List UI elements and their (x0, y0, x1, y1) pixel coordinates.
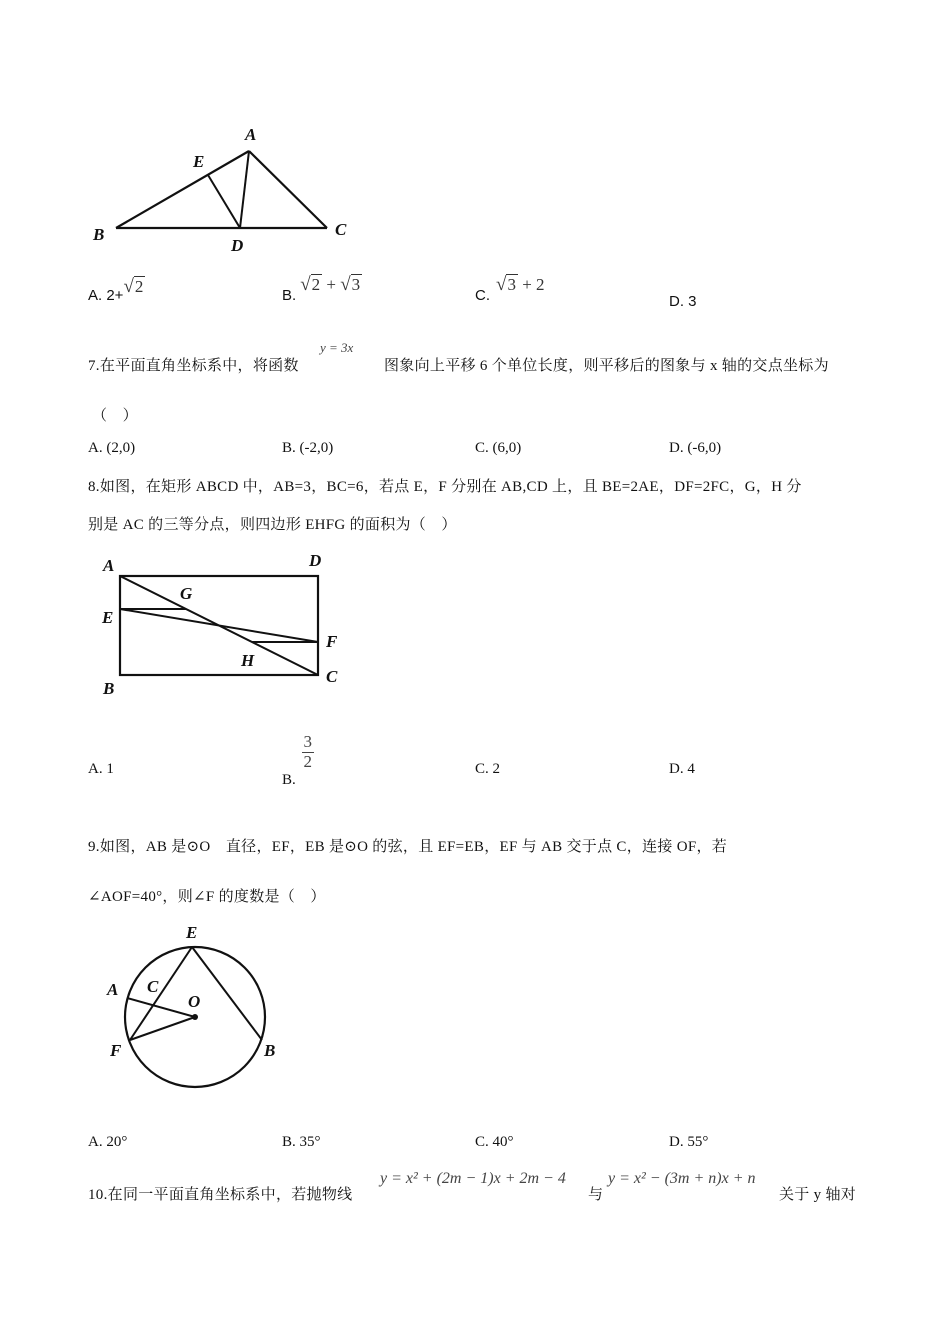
q6-option-b[interactable] (282, 274, 362, 306)
circle-label-O: O (188, 992, 201, 1011)
rect-label-B: B (103, 679, 115, 698)
triangle-figure (85, 118, 365, 258)
q9-line2: ∠AOF=40°，则∠F 的度数是（ ） (88, 889, 326, 905)
q6-option-b-label: B. (282, 287, 297, 304)
rect-label-G: G (180, 584, 193, 603)
q8-option-d[interactable]: D. 4 (669, 761, 695, 777)
q7-prefix: 7.在平面直角坐标系中，将函数 (88, 358, 299, 374)
q9-option-c[interactable]: C. 40° (475, 1134, 514, 1150)
rect-label-H: H (241, 651, 255, 670)
q8-line2: 别是 AC 的三等分点，则四边形 EHFG 的面积为（ ） (88, 517, 457, 533)
q9-option-a[interactable]: A. 20° (88, 1134, 128, 1150)
label-E: E (193, 152, 205, 171)
q7-suffix: 图象向上平移 6 个单位长度，则平移后的图象与 x 轴的交点坐标为 (384, 358, 829, 374)
q7-option-b[interactable]: B. (-2,0) (282, 440, 334, 456)
sqrt-sum: √2 + √3 (300, 274, 361, 295)
sqrt-2: √2 (123, 276, 144, 297)
q10-mid: 与 (588, 1187, 604, 1203)
q7-option-d[interactable]: D. (-6,0) (669, 440, 722, 456)
label-A: A (245, 125, 257, 144)
q6-option-a[interactable] (88, 276, 145, 306)
q6-option-a-label: A. 2+ (88, 287, 124, 304)
circle-label-B: B (264, 1041, 276, 1060)
label-B: B (93, 225, 105, 244)
q10-formula2: y = x² − (3m + n)x + n (608, 1170, 756, 1187)
q9-option-b[interactable]: B. 35° (282, 1134, 321, 1150)
q9-option-d[interactable]: D. 55° (669, 1134, 709, 1150)
q9-line1: 9.如图，AB 是⊙O 直径，EF，EB 是⊙O 的弦，且 EF=EB，EF 与 AB 交于点 C，连接 OF，若 (88, 839, 728, 855)
rect-label-C: C (326, 667, 338, 686)
q10-suffix: 关于 y 轴对 (779, 1187, 857, 1203)
q8-option-a[interactable]: A. 1 (88, 761, 114, 777)
q8-option-c[interactable]: C. 2 (475, 761, 501, 777)
circle-label-A: A (107, 980, 119, 999)
q10-formula1: y = x² + (2m − 1)x + 2m − 4 (380, 1170, 566, 1187)
q8-line1: 8.如图，在矩形 ABCD 中，AB=3，BC=6，若点 E，F 分别在 AB,CD 上，且 BE=2AE，DF=2FC，G，H 分 (88, 479, 802, 495)
rect-label-E: E (102, 608, 114, 627)
q8-option-b-label: B. (282, 771, 296, 788)
label-C: C (335, 220, 347, 239)
circle-label-E: E (186, 923, 198, 942)
q6-option-c[interactable] (475, 274, 545, 306)
circle-label-F: F (110, 1041, 122, 1060)
fraction-3-2: $\frac{3}{2}$ (303, 732, 313, 771)
rect-label-F: F (326, 632, 338, 651)
sqrt-3-plus-2: √3 + 2 (496, 274, 545, 295)
q6-option-d[interactable] (669, 293, 697, 311)
q6-option-d-label: D. 3 (669, 293, 697, 310)
q7-paren: （ ） (92, 408, 138, 424)
q10-prefix: 10.在同一平面直角坐标系中，若抛物线 (88, 1187, 353, 1203)
q7-formula: y = 3x (320, 340, 354, 355)
q7-option-a[interactable]: A. (2,0) (88, 440, 136, 456)
q6-option-c-label: C. (475, 287, 490, 304)
rect-label-A: A (103, 556, 115, 575)
rectangle-figure (95, 548, 355, 698)
q8-option-b[interactable] (282, 732, 314, 788)
q7-option-c[interactable]: C. (6,0) (475, 440, 522, 456)
rect-label-D: D (309, 551, 322, 570)
circle-label-C: C (147, 977, 159, 996)
label-D: D (231, 236, 244, 255)
circle-figure (100, 918, 300, 1098)
